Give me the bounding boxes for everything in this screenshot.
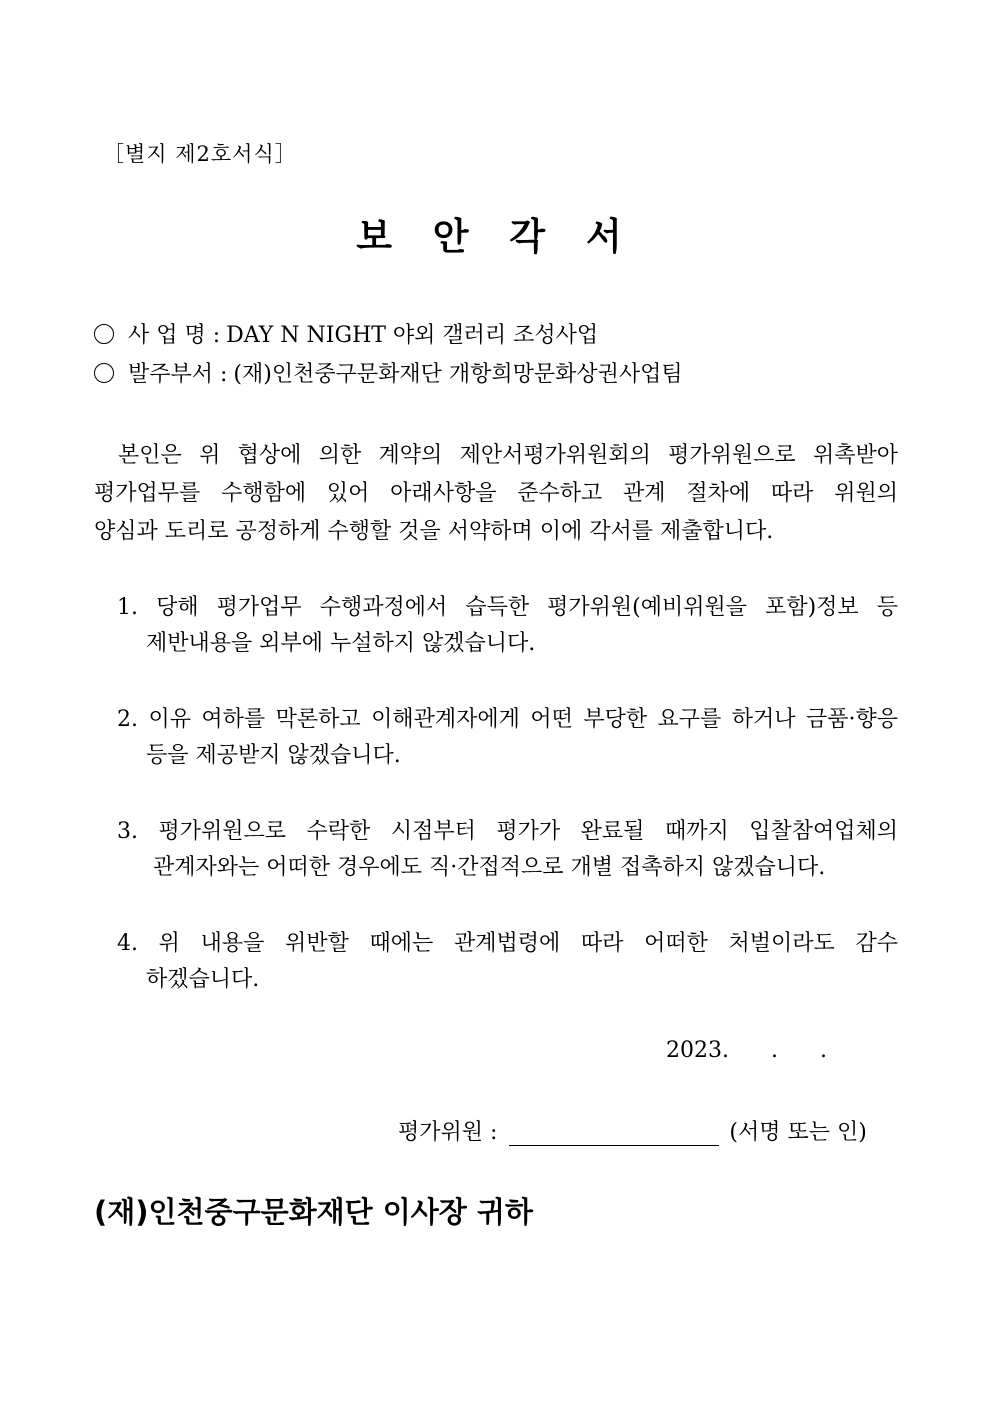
paragraph-line: 평가업무를 수행함에 있어 아래사항을 준수하고 관계 절차에 따라 위원의	[94, 481, 898, 506]
pledge-item-2: 2. 이유 여하를 막론하고 이해관계자에게 어떤 부당한 요구를 하거나 금품·향응	[117, 707, 898, 732]
evaluator-label: 평가위원 :	[398, 1120, 498, 1145]
pledge-item-4: 4. 위 내용을 위반할 때에는 관계법령에 따라 어떠한 처벌이라도 감수	[117, 931, 898, 956]
pledge-item-4-cont: 하겠습니다.	[146, 967, 260, 992]
pledge-item-2-cont: 등을 제공받지 않겠습니다.	[146, 743, 401, 768]
document-title: 보 안 각 서	[356, 215, 636, 258]
project-name-label: 사 업 명 :	[128, 323, 221, 348]
signature-row	[398, 1115, 867, 1146]
project-name-value: DAY N NIGHT 야외 갤러리 조성사업	[226, 323, 599, 348]
circle-bullet-icon	[94, 324, 114, 344]
ordering-dept-value: (재)인천중구문화재단 개항희망문화상권사업팀	[233, 362, 683, 387]
pledge-item-3: 3. 평가위원으로 수락한 시점부터 평가가 완료될 때까지 입찰참여업체의	[117, 819, 898, 844]
date-line	[666, 1038, 827, 1063]
signature-suffix: (서명 또는 인)	[729, 1120, 867, 1145]
paragraph-line: 본인은 위 협상에 의한 계약의 제안서평가위원회의 평가위원으로 위촉받아	[118, 443, 898, 468]
date-day-dot: .	[819, 1038, 827, 1063]
date-month-dot: .	[770, 1038, 778, 1063]
paragraph-line: 양심과 도리로 공정하게 수행할 것을 서약하며 이에 각서를 제출합니다.	[94, 519, 774, 544]
ordering-dept-row	[94, 357, 683, 388]
circle-bullet-icon	[94, 363, 114, 383]
project-name-row	[94, 318, 598, 349]
pledge-item-1: 1. 당해 평가업무 수행과정에서 습득한 평가위원(예비위원을 포함)정보 등	[117, 595, 898, 620]
ordering-dept-label: 발주부서 :	[128, 362, 228, 387]
date-year: 2023.	[666, 1038, 729, 1063]
pledge-item-3-cont: 관계자와는 어떠한 경우에도 직·간접적으로 개별 접촉하지 않겠습니다.	[153, 855, 826, 880]
signature-line[interactable]	[509, 1119, 719, 1146]
addressee: (재)인천중구문화재단 이사장 귀하	[94, 1195, 533, 1229]
pledge-item-1-cont: 제반내용을 외부에 누설하지 않겠습니다.	[146, 631, 536, 656]
form-number-label: ［별지 제2호서식］	[103, 142, 297, 166]
